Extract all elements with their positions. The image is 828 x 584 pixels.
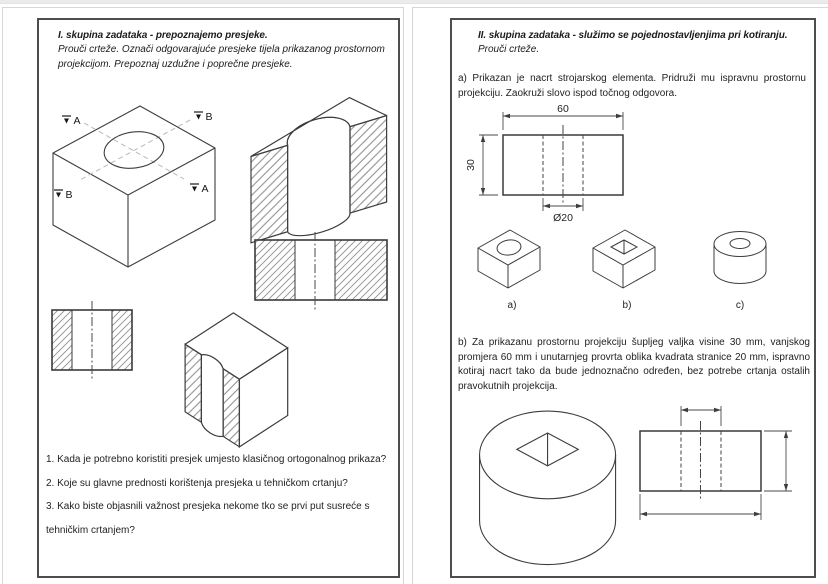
answer-option-a [472, 226, 552, 311]
section-mark-B1 [194, 111, 213, 123]
question-2: 2. Koje su glavne prednosti korištenja presjeka u tehničkom crtanju? [46, 477, 348, 489]
option-b-box-square-hole-drawing [587, 226, 667, 292]
task-panel-2 [450, 18, 816, 578]
isometric-block-with-hole-drawing [45, 98, 250, 278]
option-c-cylinder-round-hole-drawing [704, 226, 776, 292]
task-2-title: II. skupina zadataka - služimo se pojednostavljenjima pri kotiranju. [478, 30, 788, 41]
questions-list [46, 448, 400, 542]
option-b-label: b) [622, 300, 632, 311]
task-1-title: I. skupina zadataka - prepoznajemo presjeke. [58, 30, 268, 41]
question-1: 1. Kada je potrebno koristiti presjek umjesto klasičnog ortogonalnog prikaza? [46, 454, 387, 465]
task-2-header [478, 28, 808, 58]
dimension-height: 30 [465, 159, 477, 171]
dimensioned-front-view-drawing [460, 102, 695, 234]
front-view-blank-dimensions-drawing [634, 398, 814, 526]
task-1-instructions: Prouči crteže. Označi odgovarajuće presjeke tijela prikazanog prostornom projekcijom. Prepoznaj uzdužne i poprečne presjeke. [58, 44, 385, 70]
cylinder-with-square-hole-drawing [462, 402, 643, 578]
svg-text:A: A [201, 183, 209, 195]
section-mark-A1 [62, 115, 81, 127]
orthographic-section-A-drawing [247, 230, 397, 314]
cut-block-cross-section-drawing [167, 308, 342, 471]
orthographic-section-B-drawing [44, 296, 140, 384]
question-3: 3. Kako biste objasnili važnost presjeka nekome tko se prvi put susreće s tehničkim crtanjem? [46, 501, 370, 536]
dimension-hole-diameter: Ø20 [553, 212, 573, 224]
svg-text:A: A [73, 115, 81, 127]
option-a-label: a) [507, 300, 517, 311]
task-2a-text: a) Prikazan je nacrt strojarskog elementa. Pridruži mu ispravnu prostornu projekciju. Zaokruži slovo ispod točnog odgovora. [458, 73, 806, 99]
answer-option-c [704, 226, 776, 311]
top-divider [0, 0, 828, 4]
svg-text:B: B [65, 189, 73, 201]
task-2-instructions: Prouči crteže. [478, 44, 540, 55]
cut-block-longitudinal-section-drawing [239, 82, 395, 250]
task-panel-1 [37, 18, 400, 578]
answer-option-b [587, 226, 667, 311]
task-2b-text: b) Za prikazanu prostornu projekciju šupljeg valjka visine 30 mm, vanjskog promjera 60 mm i unutarnjeg provrta oblika kvadrata stranice 20 mm, ispravno kotiraj nacrt tako da bude jednoznačno određen, bez potrebe crtanja ostalih pravokutnih projekcija. [458, 337, 810, 392]
dimension-width: 60 [557, 103, 569, 115]
svg-text:B: B [205, 111, 213, 123]
task-1-header [58, 28, 394, 72]
option-a-box-round-hole-drawing [472, 226, 552, 292]
option-c-label: c) [735, 300, 745, 311]
